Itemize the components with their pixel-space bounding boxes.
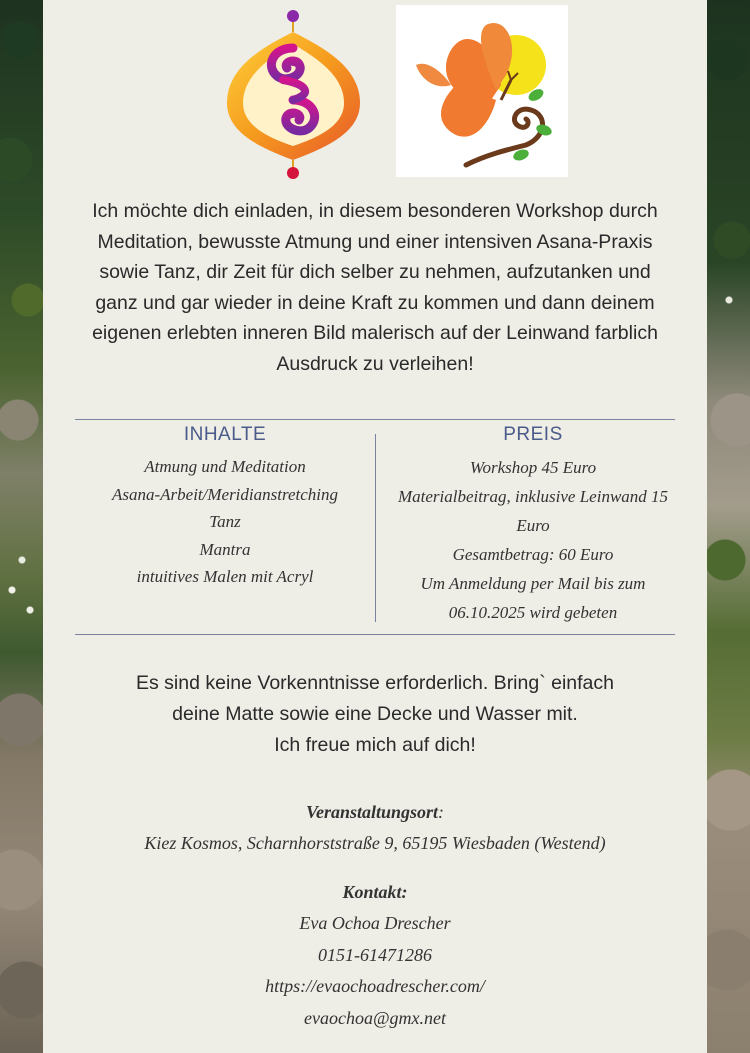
inhalte-item: Tanz	[209, 512, 241, 531]
divider-bottom	[75, 634, 675, 635]
contact-details	[71, 908, 679, 1034]
nature-photo-right	[707, 0, 750, 1053]
venue-title-colon: :	[438, 802, 445, 822]
intro-text	[71, 196, 679, 379]
divider-top	[75, 419, 675, 420]
contact-heading: Kontakt:	[342, 882, 408, 902]
spiral-lotus-logo-icon	[221, 8, 366, 180]
butterfly-logo-box	[396, 5, 568, 177]
flyer-panel	[43, 0, 707, 1053]
preis-heading: PREIS	[503, 424, 563, 445]
logo-row	[43, 0, 707, 185]
intro-line: Ich möchte dich einladen, in diesem besonderen Workshop durch	[92, 200, 658, 222]
intro-line: sowie Tanz, dir Zeit für dich selber zu nehmen, aufzutanken und	[99, 261, 651, 283]
intro-line: Meditation, bewusste Atmung und einer intensiven Asana-Praxis	[97, 230, 653, 253]
contact-name: Eva Ochoa Drescher	[299, 913, 451, 933]
inhalte-item: Atmung und Meditation	[144, 457, 306, 476]
preis-item: Materialbeitrag, inklusive Leinwand 15	[397, 487, 669, 506]
nature-photo-left	[0, 0, 43, 1053]
venue-address: Kiez Kosmos, Scharnhorststraße 9, 65195 Wiesbaden (Westend)	[144, 833, 606, 853]
inhalte-item: intuitives Malen mit Acryl	[136, 567, 314, 586]
preis-item: Gesamtbetrag: 60 Euro	[452, 545, 614, 564]
preis-item: 06.10.2025 wird gebeten	[448, 603, 618, 622]
contact-website-link[interactable]: https://evaochoadrescher.com/	[265, 976, 485, 996]
preis-item: Euro	[516, 516, 550, 535]
preis-column	[383, 422, 683, 627]
venue-heading	[71, 797, 679, 827]
note-line: deine Matte sowie eine Decke und Wasser mit.	[172, 703, 578, 725]
preis-item: Um Anmeldung per Mail bis zum	[420, 574, 646, 593]
inhalte-heading: INHALTE	[183, 424, 267, 445]
contact-phone[interactable]: 0151-61471286	[318, 944, 432, 965]
venue-title: Veranstaltungsort	[305, 802, 439, 822]
note-line: Es sind keine Vorkenntnisse erforderlich. Bring` einfach	[136, 672, 614, 694]
butterfly-sun-logo-icon	[396, 5, 568, 177]
inhalte-item: Asana-Arbeit/Meridianstretching	[111, 484, 338, 504]
column-divider	[375, 434, 376, 622]
note-line: Ich freue mich auf dich!	[274, 734, 476, 756]
preis-item: Workshop 45 Euro	[469, 458, 597, 477]
contact-email-link[interactable]: evaochoa@gmx.net	[303, 1007, 446, 1028]
prerequisites-note	[71, 668, 679, 761]
intro-line: ganz und gar wieder in deine Kraft zu kommen und dann deinem	[95, 291, 655, 314]
inhalte-column	[85, 422, 365, 591]
intro-line: eigenen erlebten inneren Bild malerisch auf der Leinwand farblich	[92, 322, 658, 344]
inhalte-item: Mantra	[199, 539, 251, 559]
intro-line: Ausdruck zu verleihen!	[276, 352, 474, 375]
